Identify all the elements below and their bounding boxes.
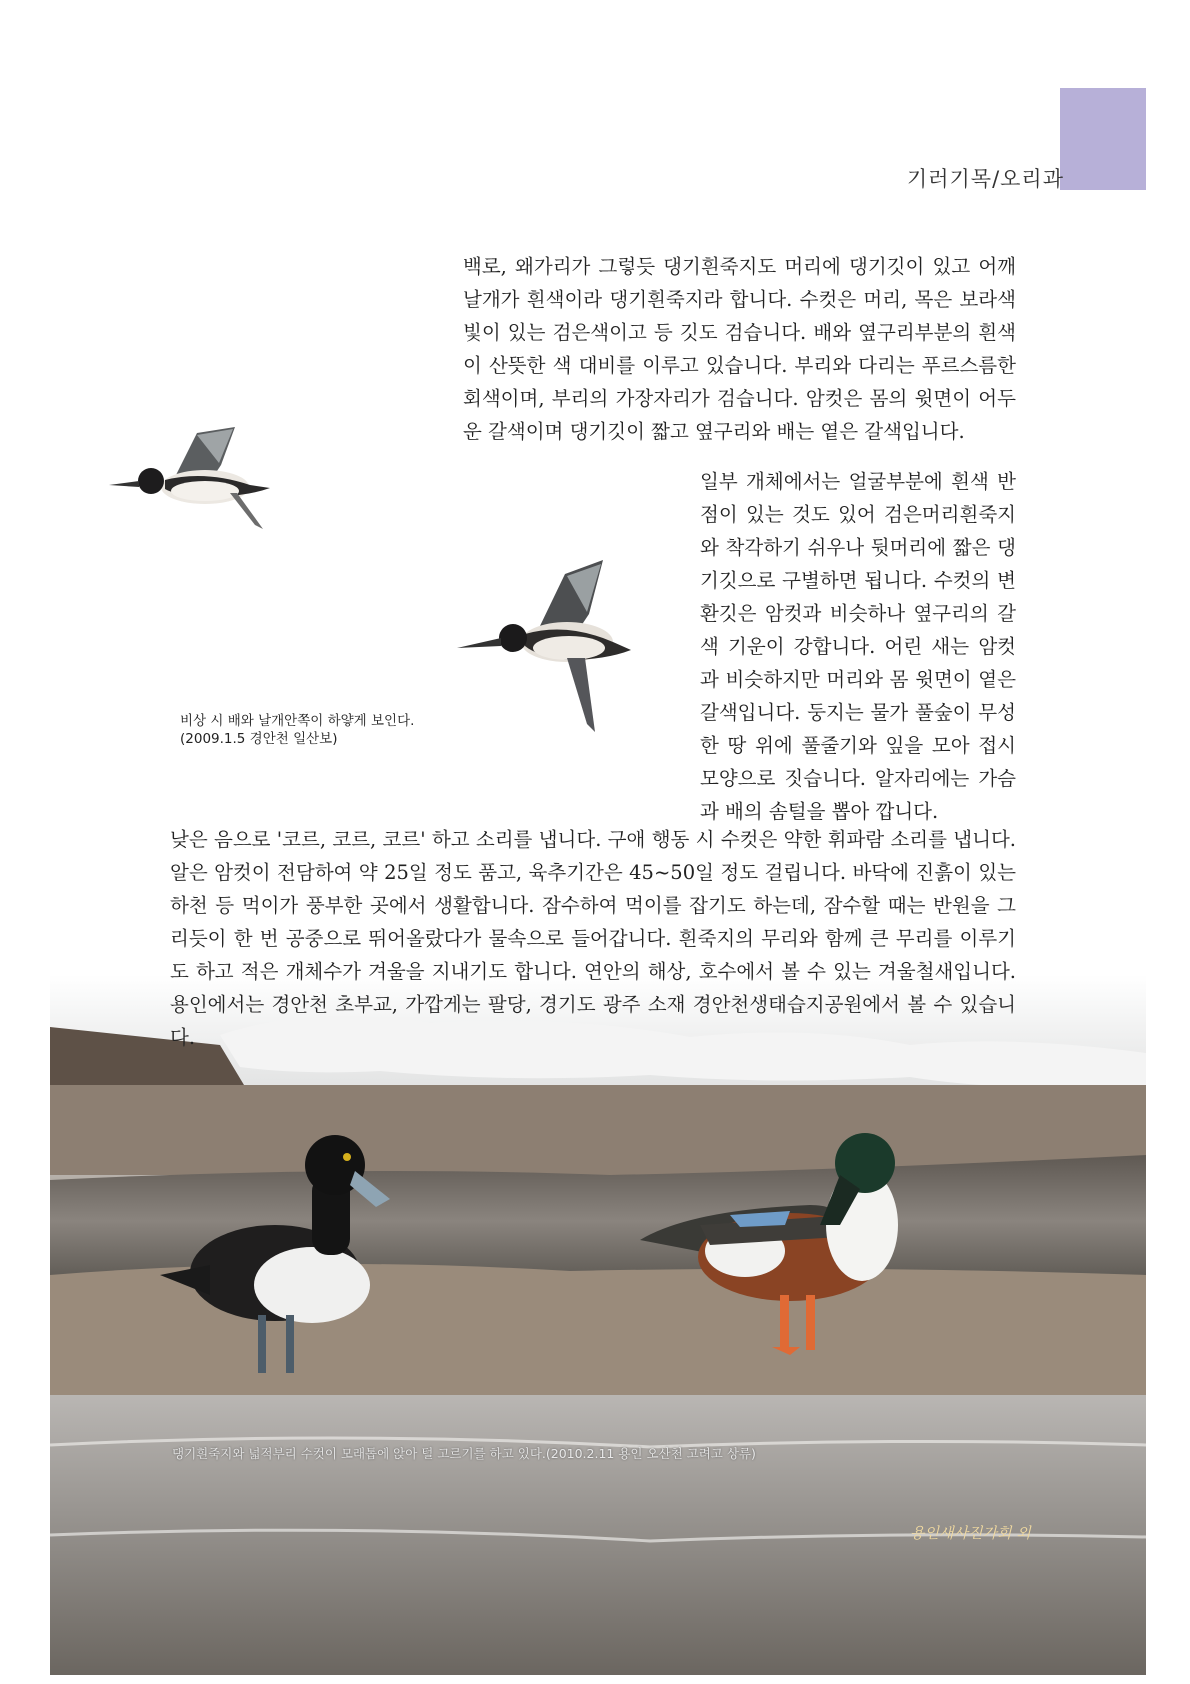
chapter-color-tab	[1060, 88, 1146, 190]
body-paragraph-1: 백로, 왜가리가 그렇듯 댕기흰죽지도 머리에 댕기깃이 있고 어깨날개가 흰색이라 댕기흰죽지라 합니다. 수컷은 머리, 목은 보라색 빛이 있는 검은색이고 등 깃도 검습니다. 배와 옆구리부분의 흰색이 산뜻한 색 대비를 이루고 있습니다. 부리와 다리는 푸르스름한 회색이며, 부리의 가장자리가 검습니다. 암컷은 몸의 윗면이 어두운 갈색이며 댕기깃이 짧고 옆구리와 배는 옅은 갈색입니다.	[463, 255, 1016, 443]
flight-photo-caption	[180, 712, 414, 748]
flying-duck-image-1	[105, 425, 295, 555]
shore-photo-caption: 댕기흰죽지와 넓적부리 수컷이 모래톱에 앉아 털 고르기를 하고 있다.(2010.2.11 용인 오산천 고려고 상류)	[172, 1446, 756, 1461]
photographer-signature: 용인새사진가회 외	[910, 1524, 1031, 1542]
flight-caption-line-1: 비상 시 배와 날개안쪽이 하얗게 보인다.	[180, 713, 415, 729]
flight-caption-line-2: (2009.1.5 경안천 일산보)	[180, 731, 338, 747]
body-paragraph-3: 낮은 음으로 '코르, 코르, 코르' 하고 소리를 냅니다. 구애 행동 시 수컷은 약한 휘파람 소리를 냅니다. 알은 암컷이 전담하여 약 25일 정도 품고, 육추기간은 45~50일 정도 걸립니다. 바닥에 진흙이 있는 하천 등 먹이가 풍부한 곳에서 생활합니다. 잠수하여 먹이를 잡기도 하는데, 잠수할 때는 반원을 그리듯이 한 번 공중으로 뛰어올랐다가 물속으로 들어갑니다. 흰죽지의 무리와 함께 큰 무리를 이루기도 하고 적은 개체수가 겨울을 지내기도 합니다. 연안의 해상, 호수에서 볼 수 있는 겨울철새입니다. 용인에서는 경안천 초부교, 가깝게는 팔당, 경기도 광주 소재 경안천생태습지공원에서 볼 수 있습니다.	[170, 828, 1016, 1049]
shore-ducks-photo	[50, 975, 1146, 1675]
body-paragraph-2: 일부 개체에서는 얼굴부분에 흰색 반점이 있는 것도 있어 검은머리흰죽지와 착각하기 쉬우나 뒷머리에 짧은 댕기깃으로 구별하면 됩니다. 수컷의 변환깃은 암컷과 비슷하나 옆구리의 갈색 기운이 강합니다. 어린 새는 암컷과 비슷하지만 머리와 몸 윗면이 옅은 갈색입니다. 둥지는 물가 풀숲이 무성한 땅 위에 풀줄기와 잎을 모아 접시모양으로 짓습니다. 알자리에는 가슴과 배의 솜털을 뽑아 깝니다.	[700, 470, 1016, 823]
chapter-title: 기러기목/오리과	[906, 167, 1064, 191]
flying-duck-image-2	[455, 556, 645, 741]
